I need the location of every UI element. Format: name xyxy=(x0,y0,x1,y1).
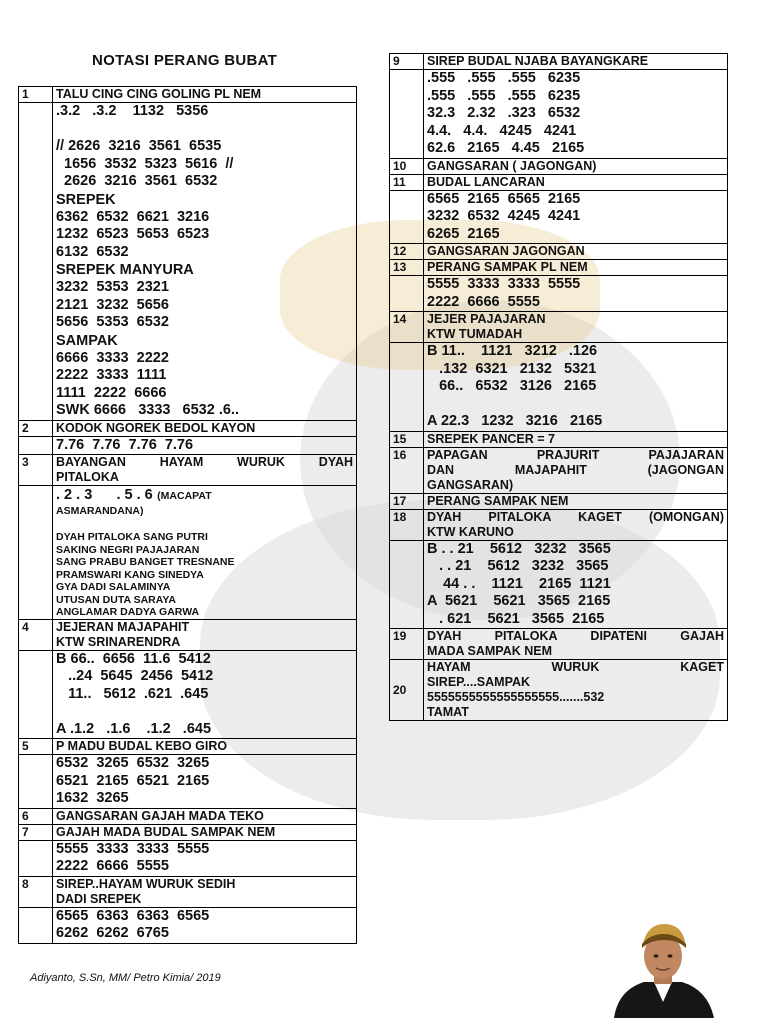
section-body-9 xyxy=(390,70,728,159)
section-row-12 xyxy=(390,244,728,260)
section-number: 16 xyxy=(390,447,424,493)
notation-line: A 22.3 1232 3216 2165 xyxy=(427,413,603,429)
section-header: SIREP....SAMPAK xyxy=(427,675,531,689)
section-header: DADI SREPEK xyxy=(56,891,142,906)
section-header: SREPEK PANCER = 7 xyxy=(424,431,728,447)
notation-line: ..24 5645 2456 5412 xyxy=(56,668,214,684)
notation-line: 6362 6532 6621 3216 xyxy=(56,208,210,225)
notation-line xyxy=(56,703,353,721)
notation-line: 3232 5353 2321 xyxy=(56,279,169,295)
section-header: DAN MAJAPAHIT (JAGONGAN xyxy=(427,462,724,477)
verse-line: ANGLAMAR DADYA GARWA xyxy=(56,606,200,618)
section-header: KODOK NGOREK BEDOL KAYON xyxy=(53,420,357,436)
section-header: DYAH PITALOKA KAGET (OMONGAN) xyxy=(427,509,724,524)
section-header: GANGSARAN ( JAGONGAN) xyxy=(424,158,728,174)
section-row-16 xyxy=(390,447,728,493)
notation-line: 5656 5353 6532 xyxy=(56,314,169,330)
verse-line: GYA DADI SALAMINYA xyxy=(56,581,171,593)
notation-line: 2222 6666 5555 xyxy=(427,293,540,310)
section-body-1 xyxy=(19,103,357,421)
section-number: 11 xyxy=(390,174,424,190)
notation-line xyxy=(56,121,353,139)
notation-line: 32.3 2.32 .323 6532 xyxy=(427,105,581,121)
notation-line: .132 6321 2132 5321 xyxy=(427,360,597,377)
section-header: GANGSARAN) xyxy=(427,477,514,492)
section-header: BAYANGAN HAYAM WURUK DYAH xyxy=(56,455,353,469)
section-row-10 xyxy=(390,158,728,174)
section-number: 5 xyxy=(19,739,53,755)
section-body-2 xyxy=(19,436,357,455)
notation-line: 6132 6532 xyxy=(56,243,129,260)
section-row-11 xyxy=(390,174,728,190)
notation-line: 66.. 6532 3126 2165 xyxy=(427,378,597,394)
notation-line: 1656 3532 5323 5616 // xyxy=(56,155,234,172)
group-label: SREPEK MANYURA xyxy=(56,262,194,278)
notation-line: . 621 5621 3565 2165 xyxy=(427,610,605,627)
section-header: PAPAGAN PRAJURIT PAJAJARAN xyxy=(427,447,724,462)
notation-line: 6262 6262 6765 xyxy=(56,925,169,941)
section-body-13 xyxy=(390,276,728,312)
section-body-3 xyxy=(19,486,357,620)
section-row-13 xyxy=(390,260,728,276)
section-header: KTW SRINARENDRA xyxy=(56,634,181,649)
notation-line: 5555 3333 3333 5555 xyxy=(56,840,210,857)
verse-line: SAKING NEGRI PAJAJARAN xyxy=(56,543,200,556)
section-body-18 xyxy=(390,540,728,629)
notation-line: .555 .555 .555 6235 xyxy=(427,70,581,86)
notation-line: 2222 6666 5555 xyxy=(56,858,169,874)
notation-line: 5555 3333 3333 5555 xyxy=(427,276,581,292)
section-header: JEJER PAJAJARAN xyxy=(427,312,546,326)
section-header: GANGSARAN JAGONGAN xyxy=(424,244,728,260)
notation-line: B 11.. 1121 3212 .126 xyxy=(427,343,598,359)
section-number: 18 xyxy=(390,509,424,540)
section-number: 3 xyxy=(19,455,53,486)
section-header: SIREP BUDAL NJABA BAYANGKARE xyxy=(424,54,728,70)
section-row-2 xyxy=(19,420,357,436)
section-number: 8 xyxy=(19,876,53,907)
notation-line: 6265 2165 xyxy=(427,225,500,242)
section-header: GANGSARAN GAJAH MADA TEKO xyxy=(53,808,357,824)
section-row-4 xyxy=(19,619,357,650)
notation-line: 6532 3265 6532 3265 xyxy=(56,755,210,771)
section-row-5 xyxy=(19,739,357,755)
section-body-14 xyxy=(390,343,728,432)
section-row-6 xyxy=(19,808,357,824)
section-row-17 xyxy=(390,493,728,509)
notation-line: 44 . . 1121 2165 1121 xyxy=(427,575,611,592)
section-number: 1 xyxy=(19,87,53,103)
section-header: TALU CING CING GOLING PL NEM xyxy=(53,87,357,103)
notation-line: A .1.2 .1.6 .1.2 .645 xyxy=(56,720,212,737)
notation-line: 3232 6532 4245 4241 xyxy=(427,208,581,224)
section-header: HAYAM WURUK KAGET xyxy=(427,660,724,674)
section-number: 14 xyxy=(390,312,424,343)
portrait-illustration xyxy=(604,916,722,1018)
section-body-5 xyxy=(19,755,357,809)
section-header: P MADU BUDAL KEBO GIRO xyxy=(53,739,357,755)
section-body-11 xyxy=(390,190,728,244)
section-row-15 xyxy=(390,431,728,447)
section-row-3 xyxy=(19,455,357,486)
notation-line: 1111 2222 6666 xyxy=(56,384,167,401)
section-header: PERANG SAMPAK PL NEM xyxy=(424,260,728,276)
section-row-8 xyxy=(19,876,357,907)
notation-line: 6666 3333 2222 xyxy=(56,349,169,366)
notation-line: B . . 21 5612 3232 3565 xyxy=(427,540,611,557)
section-row-9 xyxy=(390,54,728,70)
section-body-8 xyxy=(19,907,357,943)
notation-line xyxy=(427,396,724,414)
left-notation-table xyxy=(18,86,357,944)
section-row-20 xyxy=(390,660,728,721)
notation-line: 4.4. 4.4. 4245 4241 xyxy=(427,122,577,139)
notation-line: .555 .555 .555 6235 xyxy=(427,87,581,104)
notation-line: 2222 3333 1111 xyxy=(56,367,167,383)
section-number: 19 xyxy=(390,629,424,660)
section-header: DYAH PITALOKA DIPATENI GAJAH xyxy=(427,629,724,643)
notation-line: SWK 6666 3333 6532 .6.. xyxy=(56,402,239,418)
section-row-19 xyxy=(390,629,728,660)
section-number: 20 xyxy=(390,660,424,721)
section-row-1 xyxy=(19,87,357,103)
section-number: 10 xyxy=(390,158,424,174)
section-number: 13 xyxy=(390,260,424,276)
section-body-7 xyxy=(19,840,357,876)
author-photo xyxy=(604,916,722,1018)
notation-line: 6565 6363 6363 6565 xyxy=(56,907,210,924)
section-header: 5555555555555555555.......532 xyxy=(427,690,605,704)
section-header: KTW TUMADAH xyxy=(427,327,523,341)
section-row-14 xyxy=(390,312,728,343)
section-header: BUDAL LANCARAN xyxy=(424,174,728,190)
page-title: NOTASI PERANG BUBAT xyxy=(92,52,278,69)
notation-line: 62.6 2165 4.45 2165 xyxy=(427,140,585,156)
section-number: 12 xyxy=(390,244,424,260)
section-header: PITALOKA xyxy=(56,470,119,484)
notation-line: . 2 . 3 . 5 . 6 xyxy=(56,487,153,503)
notation-suffix: (MACAPAT xyxy=(157,490,212,502)
section-number: 9 xyxy=(390,54,424,70)
notation-suffix: ASMARANDANA) xyxy=(56,504,144,517)
section-header: JEJERAN MAJAPAHIT xyxy=(56,619,190,634)
notation-line: 1632 3265 xyxy=(56,790,129,806)
notation-line: B 66.. 6656 11.6 5412 xyxy=(56,650,211,667)
verse-line: DYAH PITALOKA SANG PUTRI xyxy=(56,531,208,543)
section-number: 4 xyxy=(19,619,53,650)
section-header: KTW KARUNO xyxy=(427,524,514,539)
group-label: SREPEK xyxy=(56,191,116,208)
notation-line: // 2626 3216 3561 6535 xyxy=(56,138,222,154)
notation-line: 1232 6523 5653 6523 xyxy=(56,226,210,242)
section-number: 2 xyxy=(19,420,53,436)
notation-line: 2121 3232 5656 xyxy=(56,296,169,313)
section-header: MADA SAMPAK NEM xyxy=(427,644,552,658)
notation-line: 6565 2165 6565 2165 xyxy=(427,190,581,207)
section-row-7 xyxy=(19,824,357,840)
verse-line: SANG PRABU BANGET TRESNANE xyxy=(56,556,235,568)
notation-line: 11.. 5612 .621 .645 xyxy=(56,685,209,702)
section-number: 15 xyxy=(390,431,424,447)
section-number: 6 xyxy=(19,808,53,824)
verse-line: UTUSAN DUTA SARAYA xyxy=(56,593,176,606)
author-footer: Adiyanto, S.Sn, MM/ Petro Kimia/ 2019 xyxy=(30,972,221,984)
notation-line: . . 21 5612 3232 3565 xyxy=(427,558,609,574)
notation-line: A 5621 5621 3565 2165 xyxy=(427,593,611,609)
verse-line: PRAMSWARI KANG SINEDYA xyxy=(56,568,204,581)
notation-line: 7.76 7.76 7.76 7.76 xyxy=(56,436,194,453)
section-header: SIREP..HAYAM WURUK SEDIH xyxy=(56,876,236,891)
notation-line: 2626 3216 3561 6532 xyxy=(56,173,218,189)
section-header: PERANG SAMPAK NEM xyxy=(424,493,728,509)
notation-line: 6521 2165 6521 2165 xyxy=(56,772,210,789)
section-header: TAMAT xyxy=(427,705,469,719)
notation-line: .3.2 .3.2 1132 5356 xyxy=(56,103,209,119)
group-label: SAMPAK xyxy=(56,332,118,349)
section-header: GAJAH MADA BUDAL SAMPAK NEM xyxy=(53,824,357,840)
right-notation-table xyxy=(389,53,728,721)
section-row-18 xyxy=(390,509,728,540)
section-body-4 xyxy=(19,650,357,739)
section-number: 7 xyxy=(19,824,53,840)
section-number: 17 xyxy=(390,493,424,509)
